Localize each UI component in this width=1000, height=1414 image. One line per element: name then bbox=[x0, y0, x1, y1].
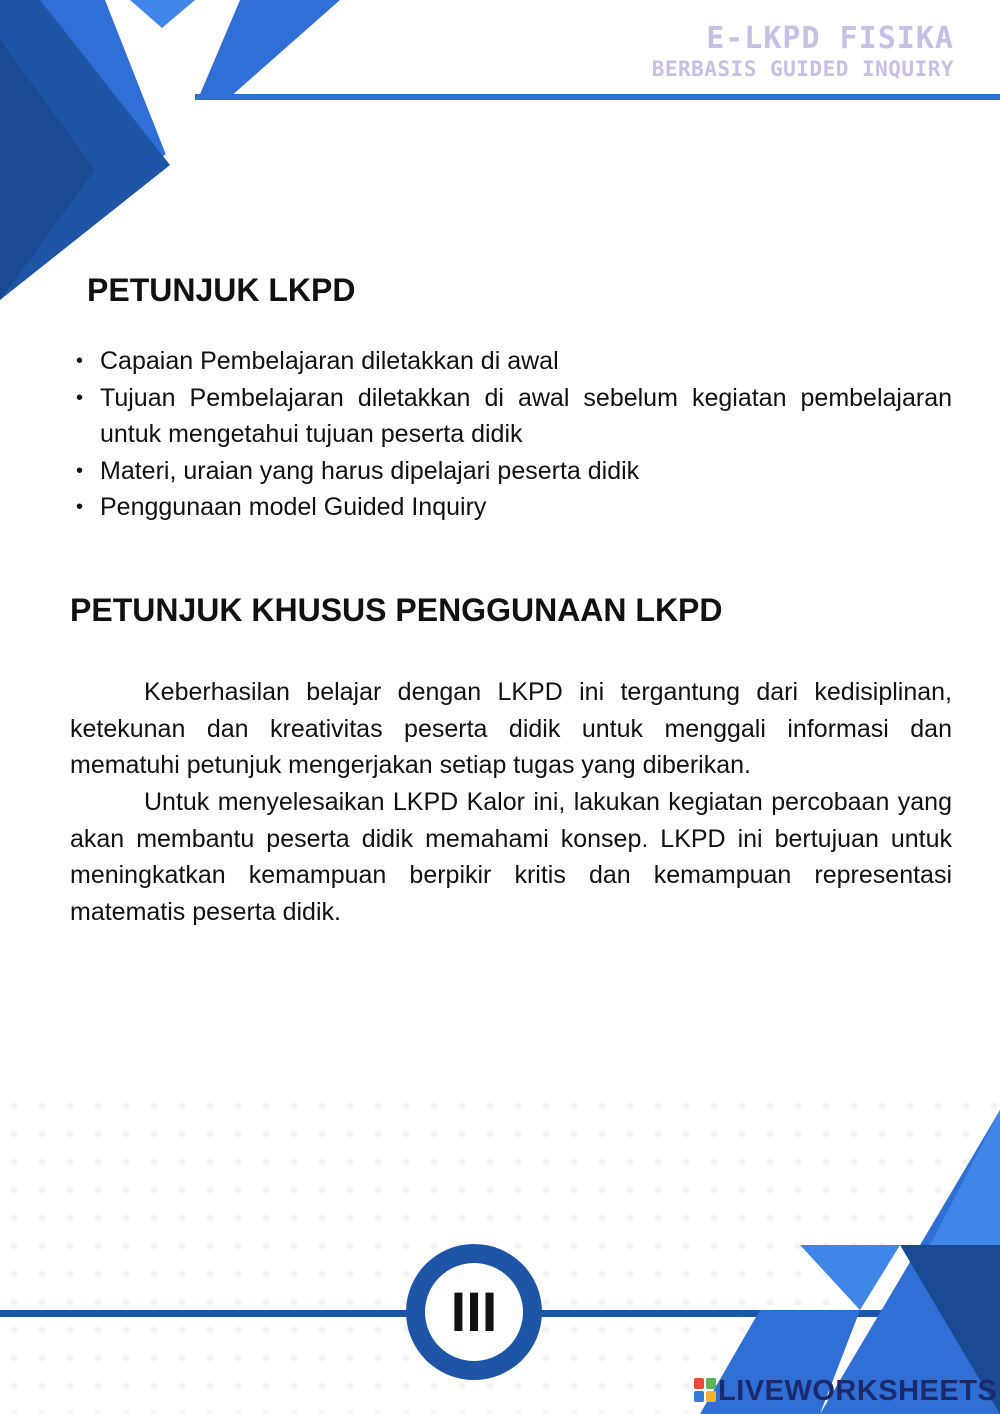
section-heading-petunjuk: PETUNJUK LKPD bbox=[87, 272, 356, 308]
liveworksheets-grid-icon bbox=[694, 1378, 716, 1402]
list-item: • Materi, uraian yang harus dipelajari peserta didik bbox=[70, 453, 952, 490]
header-subtitle: BERBASIS GUIDED INQUIRY bbox=[651, 57, 954, 81]
paragraph-1: Keberhasilan belajar dengan LKPD ini tergantung dari kedisiplinan, ketekunan dan kreativitas peserta didik untuk menggali informasi dan mematuhi petunjuk mengerjakan setiap tugas yang diberikan. bbox=[70, 678, 952, 779]
page-number-badge bbox=[406, 1244, 542, 1380]
list-item: • Penggunaan model Guided Inquiry bbox=[70, 489, 952, 526]
section-heading-petunjuk-khusus: PETUNJUK KHUSUS PENGGUNAAN LKPD bbox=[70, 592, 723, 628]
paragraph-2: Untuk menyelesaikan LKPD Kalor ini, lakukan kegiatan percobaan yang akan membantu peserta didik memahami konsep. LKPD ini bertujuan untuk meningkatkan kemampuan berpikir kritis dan kemampuan representasi matematis peserta didik. bbox=[70, 788, 952, 926]
bottom-line-left bbox=[0, 1310, 420, 1317]
list-item: • Capaian Pembelajaran diletakkan di awal bbox=[70, 343, 952, 380]
liveworksheets-text: LIVEWORKSHEETS bbox=[718, 1375, 998, 1407]
top-divider bbox=[195, 94, 1000, 100]
top-left-triangles bbox=[0, 0, 340, 300]
list-item: • Tujuan Pembelajaran diletakkan di awal sebelum kegiatan pembelajaran untuk mengetahui tujuan peserta didik bbox=[70, 380, 952, 453]
page-number: III bbox=[425, 1263, 523, 1361]
header-title: E-LKPD FISIKA bbox=[706, 21, 954, 56]
document-header bbox=[652, 22, 954, 82]
petunjuk-list bbox=[70, 343, 952, 526]
